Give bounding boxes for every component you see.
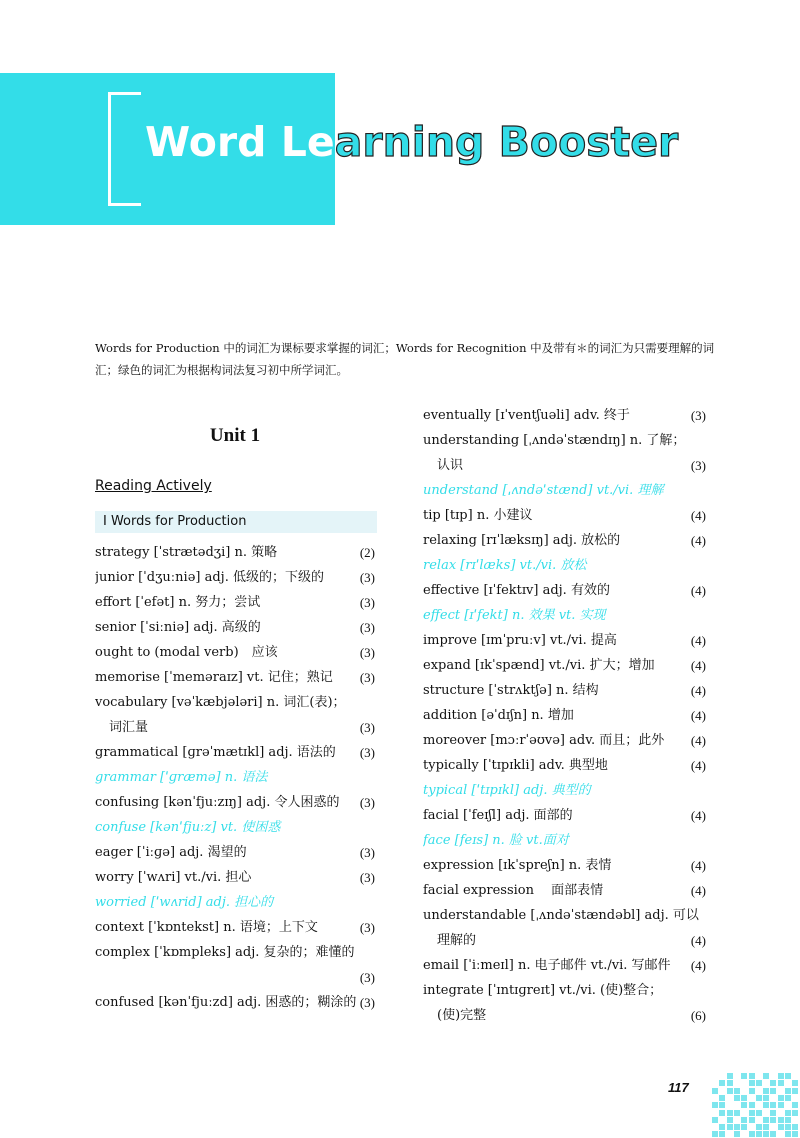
pattern-dot [741,1095,747,1101]
pattern-dot [763,1117,769,1123]
pattern-dot [792,1102,798,1108]
word-entry [423,828,708,853]
word-entry [95,965,377,990]
word-entry-number: (4) [690,508,706,523]
pattern-dot [712,1088,718,1094]
banner-title [145,118,678,166]
word-entry-text: 理解的 [437,933,477,948]
word-entry-text: effort [ˈefət] n. 努力；尝试 [95,595,261,610]
word-entry-number: (3) [359,620,375,635]
word-entry [423,953,708,978]
word-entry-text: (使)完整 [437,1008,487,1023]
word-entry [95,915,377,940]
word-entry [423,478,708,503]
word-entry-text: effective [ɪˈfektɪv] adj. 有效的 [423,583,610,598]
word-entry-text: 词汇量 [109,720,149,735]
word-entry-number: (3) [359,870,375,885]
pattern-dot [792,1124,798,1130]
pattern-dot [734,1124,740,1130]
pattern-dot [785,1073,791,1079]
pattern-dot [778,1080,784,1086]
word-entry-text: email [ˈiːmeɪl] n. 电子邮件 vt./vi. 写邮件 [423,958,671,973]
word-entry-number: (4) [690,658,706,673]
word-entry-text: facial [ˈfeɪʃl] adj. 面部的 [423,808,573,823]
pattern-dot [734,1088,740,1094]
word-entry-text: understand [ˌʌndəˈstænd] vt./vi. 理解 [423,483,664,498]
word-entry-number: (3) [359,720,375,735]
word-entry-text: expression [ɪkˈspreʃn] n. 表情 [423,858,612,873]
pattern-dot [741,1102,747,1108]
word-entry-text: face [feɪs] n. 脸 vt.面对 [423,833,569,848]
pattern-dot [756,1124,762,1130]
pattern-dot [727,1080,733,1086]
pattern-dot [785,1088,791,1094]
pattern-dot [749,1088,755,1094]
word-entry [423,628,708,653]
pattern-dot [756,1080,762,1086]
word-entry-number: (3) [359,570,375,585]
word-entry-text: typical [ˈtɪpɪkl] adj. 典型的 [423,783,591,798]
word-entry [423,803,708,828]
word-entry [95,765,377,790]
pattern-dot [749,1110,755,1116]
word-entry-number: (4) [690,758,706,773]
pattern-dot [712,1117,718,1123]
word-entry-text: improve [ɪmˈpruːv] vt./vi. 提高 [423,633,617,648]
word-entry-text: understandable [ˌʌndəˈstændəbl] adj. 可以 [423,908,699,923]
pattern-dot [785,1095,791,1101]
word-entry [95,640,377,665]
word-entry-text: worried [ˈwʌrid] adj. 担心的 [95,895,274,910]
word-entry-text: relax [rɪˈlæks] vt./vi. 放松 [423,558,587,573]
pattern-dot [741,1124,747,1130]
word-entry [423,978,708,1003]
word-entry-text: eventually [ɪˈventʃuəli] adv. 终于 [423,408,630,423]
word-entry [95,815,377,840]
word-entry [95,990,377,1015]
word-entry-number: (4) [690,583,706,598]
pattern-dot [734,1095,740,1101]
pattern-dot [778,1117,784,1123]
pattern-dot [770,1102,776,1108]
pattern-dot [727,1110,733,1116]
word-entry-text: effect [ɪˈfekt] n. 效果 vt. 实现 [423,608,606,623]
word-entry-text: confuse [kənˈfjuːz] vt. 使困惑 [95,820,281,835]
word-entry [423,553,708,578]
word-entry [95,665,377,690]
pattern-dot [741,1117,747,1123]
word-entry-text: context [ˈkɒntekst] n. 语境；上下文 [95,920,318,935]
word-entry-text: tip [tɪp] n. 小建议 [423,508,533,523]
pattern-dot [792,1088,798,1094]
left-word-list [95,540,377,1015]
word-entry [95,890,377,915]
word-entry-text: relaxing [rɪˈlæksɪŋ] adj. 放松的 [423,533,621,548]
pattern-dot [778,1124,784,1130]
word-entry-text: confusing [kənˈfjuːzɪŋ] adj. 令人困惑的 [95,795,340,810]
word-entry [95,690,377,715]
pattern-dot [719,1080,725,1086]
word-entry-text: strategy [ˈstrætədʒi] n. 策略 [95,545,278,560]
pattern-dot [785,1110,791,1116]
pattern-dot [792,1131,798,1137]
word-entry [423,403,708,428]
word-entry-text: grammatical [ɡrəˈmætɪkl] adj. 语法的 [95,745,336,760]
pattern-dot [770,1131,776,1137]
word-entry-text: eager [ˈiːɡə] adj. 渴望的 [95,845,247,860]
banner-title-part1: Word Le [145,118,335,166]
right-word-list [423,403,708,1028]
pattern-dot [712,1102,718,1108]
word-entry [423,928,708,953]
word-entry-number: (3) [359,645,375,660]
word-entry [95,865,377,890]
word-entry [95,715,377,740]
pattern-dot [712,1131,718,1137]
word-entry-number: (4) [690,708,706,723]
word-entry [95,740,377,765]
pattern-dot [763,1073,769,1079]
word-entry-number: (3) [359,920,375,935]
word-entry-number: (4) [690,808,706,823]
pattern-dot [785,1124,791,1130]
word-entry [423,453,708,478]
word-entry-number: (3) [359,995,375,1010]
pattern-dot [719,1110,725,1116]
pattern-dot [734,1131,740,1137]
pattern-dot [763,1124,769,1130]
word-entry-text: memorise [ˈmeməraɪz] vt. 记住；熟记 [95,670,333,685]
word-entry [95,940,377,965]
word-entry [423,878,708,903]
word-entry-text: facial expression 面部表情 [423,883,604,898]
word-entry-number: (4) [690,858,706,873]
pattern-dot [756,1110,762,1116]
word-entry [423,703,708,728]
pattern-dot [770,1088,776,1094]
word-entry-text: moreover [mɔːrˈəʊvə] adv. 而且；此外 [423,733,665,748]
word-entry-text: ought to (modal verb) 应该 [95,645,278,660]
word-entry [423,778,708,803]
pattern-dot [785,1131,791,1137]
unit-title: Unit 1 [209,425,261,446]
word-entry [423,853,708,878]
word-entry-number: (4) [690,958,706,973]
pattern-dot [741,1073,747,1079]
word-entry-number: (3) [359,845,375,860]
pattern-dot [770,1117,776,1123]
pattern-dot [719,1131,725,1137]
banner-bracket [108,92,141,206]
pattern-dot [763,1095,769,1101]
pattern-dot [778,1095,784,1101]
corner-dot-pattern [712,1073,800,1138]
word-entry-number: (6) [690,1008,706,1023]
intro-paragraph: Words for Production 中的词汇为课标要求掌握的词汇；Words for Recognition 中及带有＊的词汇为只需要理解的词汇；绿色的词汇为根据构词法复习初中所学词汇。 [95,341,715,377]
pattern-dot [749,1131,755,1137]
word-entry-number: (4) [690,633,706,648]
word-entry [423,503,708,528]
pattern-dot [749,1117,755,1123]
pattern-dot [770,1110,776,1116]
word-entry-number: (3) [359,970,375,985]
pattern-dot [749,1080,755,1086]
pattern-dot [727,1117,733,1123]
pattern-dot [778,1102,784,1108]
word-entry-text: worry [ˈwʌri] vt./vi. 担心 [95,870,252,885]
word-entry-text: senior [ˈsiːniə] adj. 高级的 [95,620,261,635]
word-entry [423,728,708,753]
word-entry [423,1003,708,1028]
word-entry [423,903,708,928]
word-entry-text: confused [kənˈfjuːzd] adj. 困惑的；糊涂的 [95,995,357,1010]
word-entry [423,653,708,678]
word-entry-text: 认识 [437,458,464,473]
word-entry [423,753,708,778]
word-entry-text: complex [ˈkɒmpleks] adj. 复杂的；难懂的 [95,945,355,960]
page-number: 117 [668,1080,689,1095]
word-entry [95,565,377,590]
word-entry-text: junior [ˈdʒuːniə] adj. 低级的；下级的 [95,570,324,585]
pattern-dot [756,1131,762,1137]
word-entry-text: understanding [ˌʌndəˈstændɪŋ] n. 了解； [423,433,686,448]
pattern-dot [792,1110,798,1116]
word-entry [95,790,377,815]
banner-title-part2: arning Booster [334,118,679,166]
pattern-dot [727,1088,733,1094]
word-entry-text: expand [ɪkˈspænd] vt./vi. 扩大；增加 [423,658,655,673]
word-entry [95,540,377,565]
pattern-dot [749,1073,755,1079]
word-entry [423,528,708,553]
word-entry [95,840,377,865]
word-entry-number: (4) [690,933,706,948]
pattern-dot [792,1080,798,1086]
word-entry-text: vocabulary [vəˈkæbjələri] n. 词汇(表)； [95,695,346,710]
word-entry-number: (3) [359,670,375,685]
pattern-dot [763,1102,769,1108]
pattern-dot [719,1124,725,1130]
pattern-dot [749,1102,755,1108]
word-entry [423,678,708,703]
pattern-dot [763,1088,769,1094]
word-entry-text: addition [əˈdɪʃn] n. 增加 [423,708,574,723]
word-entry-number: (3) [690,408,706,423]
pattern-dot [719,1102,725,1108]
word-entry-number: (3) [690,458,706,473]
pattern-dot [734,1110,740,1116]
word-entry-number: (3) [359,795,375,810]
word-entry-number: (4) [690,733,706,748]
word-entry-text: structure [ˈstrʌktʃə] n. 结构 [423,683,599,698]
word-entry [423,578,708,603]
word-entry [95,615,377,640]
word-entry-number: (2) [359,545,375,560]
pattern-dot [719,1095,725,1101]
word-entry-number: (3) [359,595,375,610]
word-entry-number: (4) [690,883,706,898]
pattern-dot [785,1117,791,1123]
word-entry [423,428,708,453]
pattern-dot [756,1095,762,1101]
pattern-dot [727,1073,733,1079]
word-entry-text: typically [ˈtɪpɪkli] adv. 典型地 [423,758,608,773]
pattern-dot [763,1131,769,1137]
word-entry [423,603,708,628]
word-entry-number: (4) [690,533,706,548]
section-heading: Reading Actively [95,478,212,494]
pattern-dot [770,1080,776,1086]
word-entry-text: integrate [ˈɪntɪɡreɪt] vt./vi. (使)整合； [423,983,663,998]
word-entry-number: (3) [359,745,375,760]
word-entry [95,590,377,615]
pattern-dot [778,1073,784,1079]
subsection-heading: Ⅰ Words for Production [95,511,377,533]
word-entry-number: (4) [690,683,706,698]
pattern-dot [727,1124,733,1130]
word-entry-text: grammar [ˈɡræmə] n. 语法 [95,770,268,785]
